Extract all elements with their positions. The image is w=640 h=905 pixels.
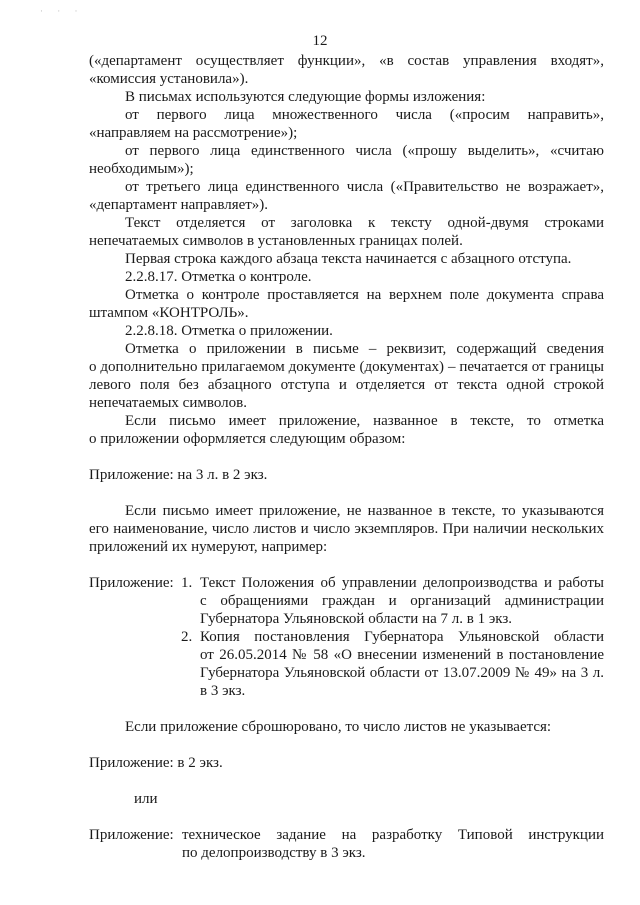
- text-line: 1.: [181, 575, 193, 591]
- text-line: Губернатора Ульяновской области от 13.07.2009 № 49» на 3 л.: [200, 665, 604, 681]
- text-line: Первая строка каждого абзаца текста начинается с абзацного отступа.: [125, 251, 572, 267]
- text-line: «направляем на рассмотрение»);: [89, 125, 298, 141]
- text-line: Если приложение сброшюровано, то число листов не указывается:: [125, 719, 552, 735]
- text-line: о дополнительно прилагаемом документе (документах) – печатается от границы: [89, 359, 604, 375]
- text-line: левого поля без абзацного отступа и отделяется от текста одной строкой: [89, 377, 604, 393]
- text-line: от первого лица множественного числа («просим направить»,: [125, 107, 604, 123]
- text-line: по делопроизводству в 3 экз.: [182, 845, 366, 861]
- text-line: в 3 экз.: [200, 683, 246, 699]
- text-line: Приложение: в 2 экз.: [89, 755, 223, 771]
- text-line: Приложение:: [89, 827, 174, 843]
- text-line: техническое задание на разработку Типовой инструкции: [182, 827, 604, 843]
- text-line: 2.: [181, 629, 193, 645]
- text-line: Копия постановления Губернатора Ульяновской области: [200, 629, 604, 645]
- text-line: Приложение:: [89, 575, 174, 591]
- text-line: Отметка о контроле проставляется на верхнем поле документа справа: [125, 287, 604, 303]
- text-line: Отметка о приложении в письме – реквизит, содержащий сведения: [125, 341, 604, 357]
- text-line: «комиссия установила»).: [89, 71, 249, 87]
- text-line: с обращениями граждан и организаций администрации: [200, 593, 604, 609]
- text-line: или: [134, 791, 158, 807]
- text-line: от 26.05.2014 № 58 «О внесении изменений в постановление: [200, 647, 604, 663]
- text-line: о приложении оформляется следующим образом:: [89, 431, 406, 447]
- text-line: («департамент осуществляет функции», «в состав управления входят»,: [89, 53, 604, 69]
- text-line: 2.2.8.18. Отметка о приложении.: [125, 323, 333, 339]
- text-line: Текст отделяется от заголовка к тексту одной-двумя строками: [125, 215, 604, 231]
- scan-artifact: · · ·: [40, 6, 84, 16]
- text-line: от первого лица единственного числа («прошу выделить», «считаю: [125, 143, 604, 159]
- text-line: необходимым»);: [89, 161, 194, 177]
- text-line: непечатаемых символов в установленных границах полей.: [89, 233, 463, 249]
- page-number: 12: [312, 33, 328, 49]
- text-line: приложений их нумеруют, например:: [89, 539, 328, 555]
- text-line: В письмах используются следующие формы изложения:: [125, 89, 486, 105]
- text-line: его наименование, число листов и число экземпляров. При наличии нескольких: [89, 521, 604, 537]
- text-line: непечатаемых символов.: [89, 395, 247, 411]
- text-line: штампом «КОНТРОЛЬ».: [89, 305, 249, 321]
- text-line: Губернатора Ульяновской области на 7 л. в 1 экз.: [200, 611, 513, 627]
- text-line: Текст Положения об управлении делопроизводства и работы: [200, 575, 604, 591]
- text-line: 2.2.8.17. Отметка о контроле.: [125, 269, 312, 285]
- text-line: Приложение: на 3 л. в 2 экз.: [89, 467, 268, 483]
- text-line: «департамент направляет»).: [89, 197, 269, 213]
- text-line: Если письмо имеет приложение, не названное в тексте, то указываются: [125, 503, 604, 519]
- text-line: Если письмо имеет приложение, названное в тексте, то отметка: [125, 413, 604, 429]
- text-line: от третьего лица единственного числа («Правительство не возражает»,: [125, 179, 604, 195]
